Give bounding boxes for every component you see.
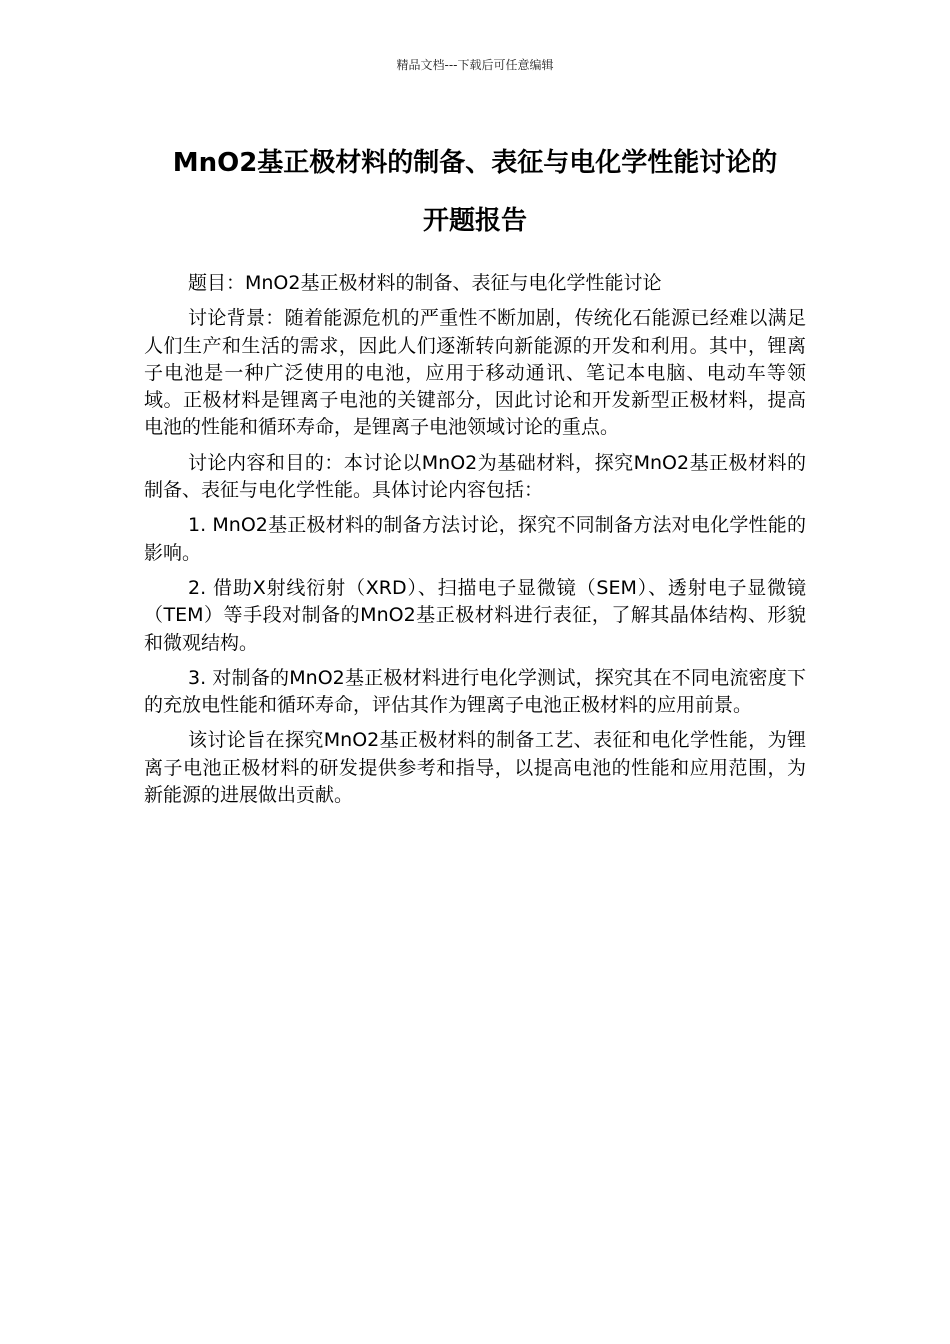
document-body: [144, 270, 806, 817]
paragraph-item-3: 3. 对制备的MnO2基正极材料进行电化学测试，探究其在不同电流密度下的充放电性能和循环寿命，评估其作为锂离子电池正极材料的应用前景。: [144, 666, 806, 717]
paragraph-conclusion: 该讨论旨在探究MnO2基正极材料的制备工艺、表征和电化学性能，为锂离子电池正极材料的研发提供参考和指导，以提高电池的性能和应用范围，为新能源的进展做出贡献。: [144, 729, 806, 807]
page-header: 精品文档---下载后可任意编辑: [396, 58, 554, 72]
title-line-2: 开题报告: [422, 206, 527, 236]
paragraph-item-1: 1. MnO2基正极材料的制备方法讨论，探究不同制备方法对电化学性能的影响。: [144, 514, 806, 564]
document-title: [130, 134, 820, 250]
paragraph-content-purpose: 讨论内容和目的：本讨论以MnO2为基础材料，探究MnO2基正极材料的制备、表征与电化学性能。具体讨论内容包括：: [144, 451, 806, 502]
paragraph-background: 讨论背景：随着能源危机的严重性不断加剧，传统化石能源已经难以满足人们生产和生活的需求，因此人们逐渐转向新能源的开发和利用。其中，锂离子电池是一种广泛使用的电池，应用于移动通讯、笔记本电脑、电动车等领域。正极材料是锂离子电池的关键部分，因此讨论和开发新型正极材料，提高电池的性能和循环寿命，是锂离子电池领域讨论的重点。: [144, 307, 806, 439]
paragraph-item-2: 2. 借助X射线衍射（XRD）、扫描电子显微镜（SEM）、透射电子显微镜（TEM）等手段对制备的MnO2基正极材料进行表征，了解其晶体结构、形貌和微观结构。: [144, 576, 806, 654]
paragraph-topic: 题目：MnO2基正极材料的制备、表征与电化学性能讨论: [188, 272, 662, 294]
title-line-1: MnO2基正极材料的制备、表征与电化学性能讨论的: [172, 148, 778, 178]
